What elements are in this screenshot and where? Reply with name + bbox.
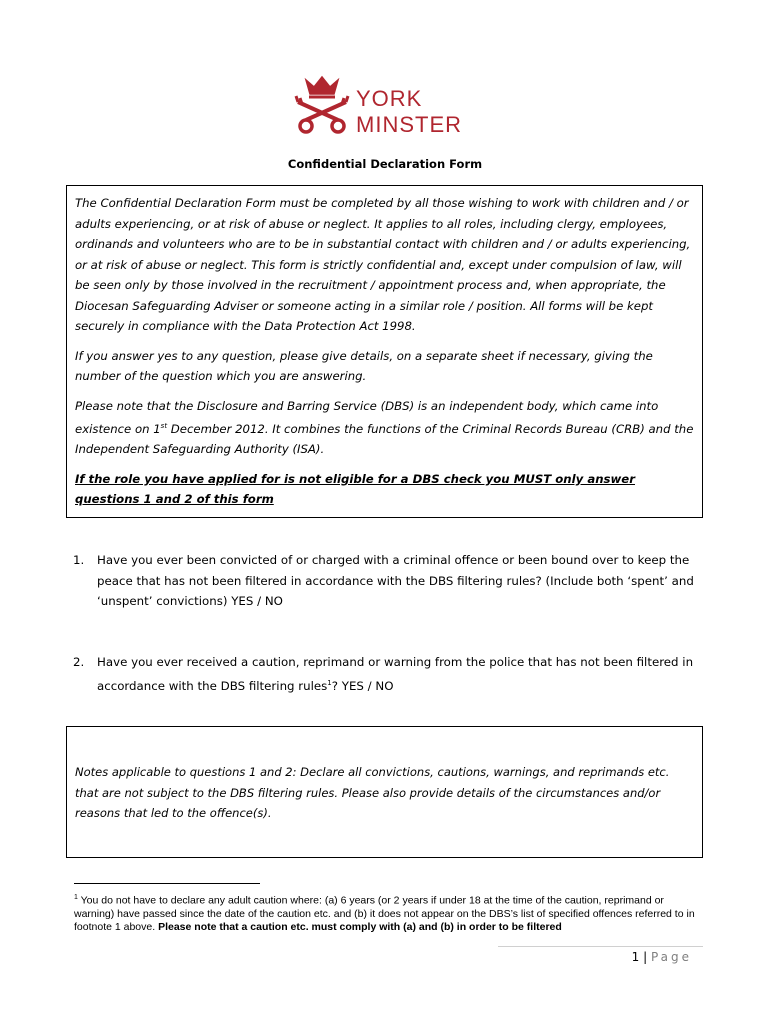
footnote-divider [74,883,260,884]
intro-box [66,185,703,518]
page-number-value: 1 [631,950,640,964]
footnote-text: You do not have to declare any adult caution where: (a) 6 years (or 2 years if under 18 at the time of the caution, reprimand or warning) have passed since the date of the caution etc. and (b) it does not appear on the DBS’s list of specified offences referred to in footnote 1 above. [74,894,695,933]
page-number-divider [498,946,703,947]
york-minster-logo [292,74,492,136]
footnote [74,891,704,934]
notes-box [66,726,703,858]
page-title: Confidential Declaration Form [287,157,483,171]
footnote-mark: 1 [74,894,78,901]
footnote-bold-text: Please note that a caution etc. must comply with (a) and (b) in order to be filtered [158,920,562,933]
page-number [632,950,692,964]
question-text-end: ? YES / NO [331,678,394,693]
intro-paragraph-2: If you answer yes to any question, please give details, on a separate sheet if necessary, giving the number of the question which you are answering. [75,348,653,383]
notes-text: Notes applicable to questions 1 and 2: Declare all convictions, cautions, warnings, and reprimands etc. that are not subject to the DBS filtering rules. Please also provide details of the circumstances and/or reasons that led to the offence(s). [75,765,670,820]
footnote-reference: 1 [327,678,332,687]
question-number: 1. [73,553,85,567]
question-text: Have you ever been convicted of or charged with a criminal offence or been bound over to keep the peace that has not been filtered in accordance with the DBS filtering rules? (Include both ‘spent’ and ‘unspent’ convictions) YES / NO [97,553,694,608]
page-number-separator: | [643,950,648,964]
question-text [97,652,697,696]
question-number: 2. [73,655,85,669]
intro-paragraph-3-start: Please note that the Disclosure and Barring Service (DBS) is an independent body, which came into existence on 1 [75,398,659,436]
crossed-keys-crown-icon [292,74,352,136]
intro-paragraph-1: The Confidential Declaration Form must be completed by all those wishing to work with children and / or adults experiencing, or at risk of abuse or neglect. It applies to all roles, including clergy, employees, ordinands and volunteers who are to be in substantial contact with children and / or adults experiencing, or at risk of abuse or neglect. This form is strictly confidential and, except under compulsion of law, will be seen only by those involved in the recruitment / appointment process and, when appropriate, the Diocesan Safeguarding Adviser or someone acting in a similar role / position. All forms will be kept securely in compliance with the Data Protection Act 1998. [75,196,691,333]
page-label: Page [650,950,692,964]
logo-text-minster: MINSTER [356,112,462,137]
question-text-start: Have you ever received a caution, reprimand or warning from the police that has not been filtered in accordance with the DBS filtering rules [97,655,694,693]
intro-paragraph-3-end: December 2012. It combines the functions of the Criminal Records Bureau (CRB) and the Independent Safeguarding Authority (ISA). [75,421,694,457]
logo-text-york: YORK [356,86,423,111]
dbs-eligibility-notice: If the role you have applied for is not eligible for a DBS check you MUST only answer questions 1 and 2 of this form [75,471,635,507]
ordinal-superscript: st [160,422,168,430]
intro-paragraph-3 [75,396,694,460]
